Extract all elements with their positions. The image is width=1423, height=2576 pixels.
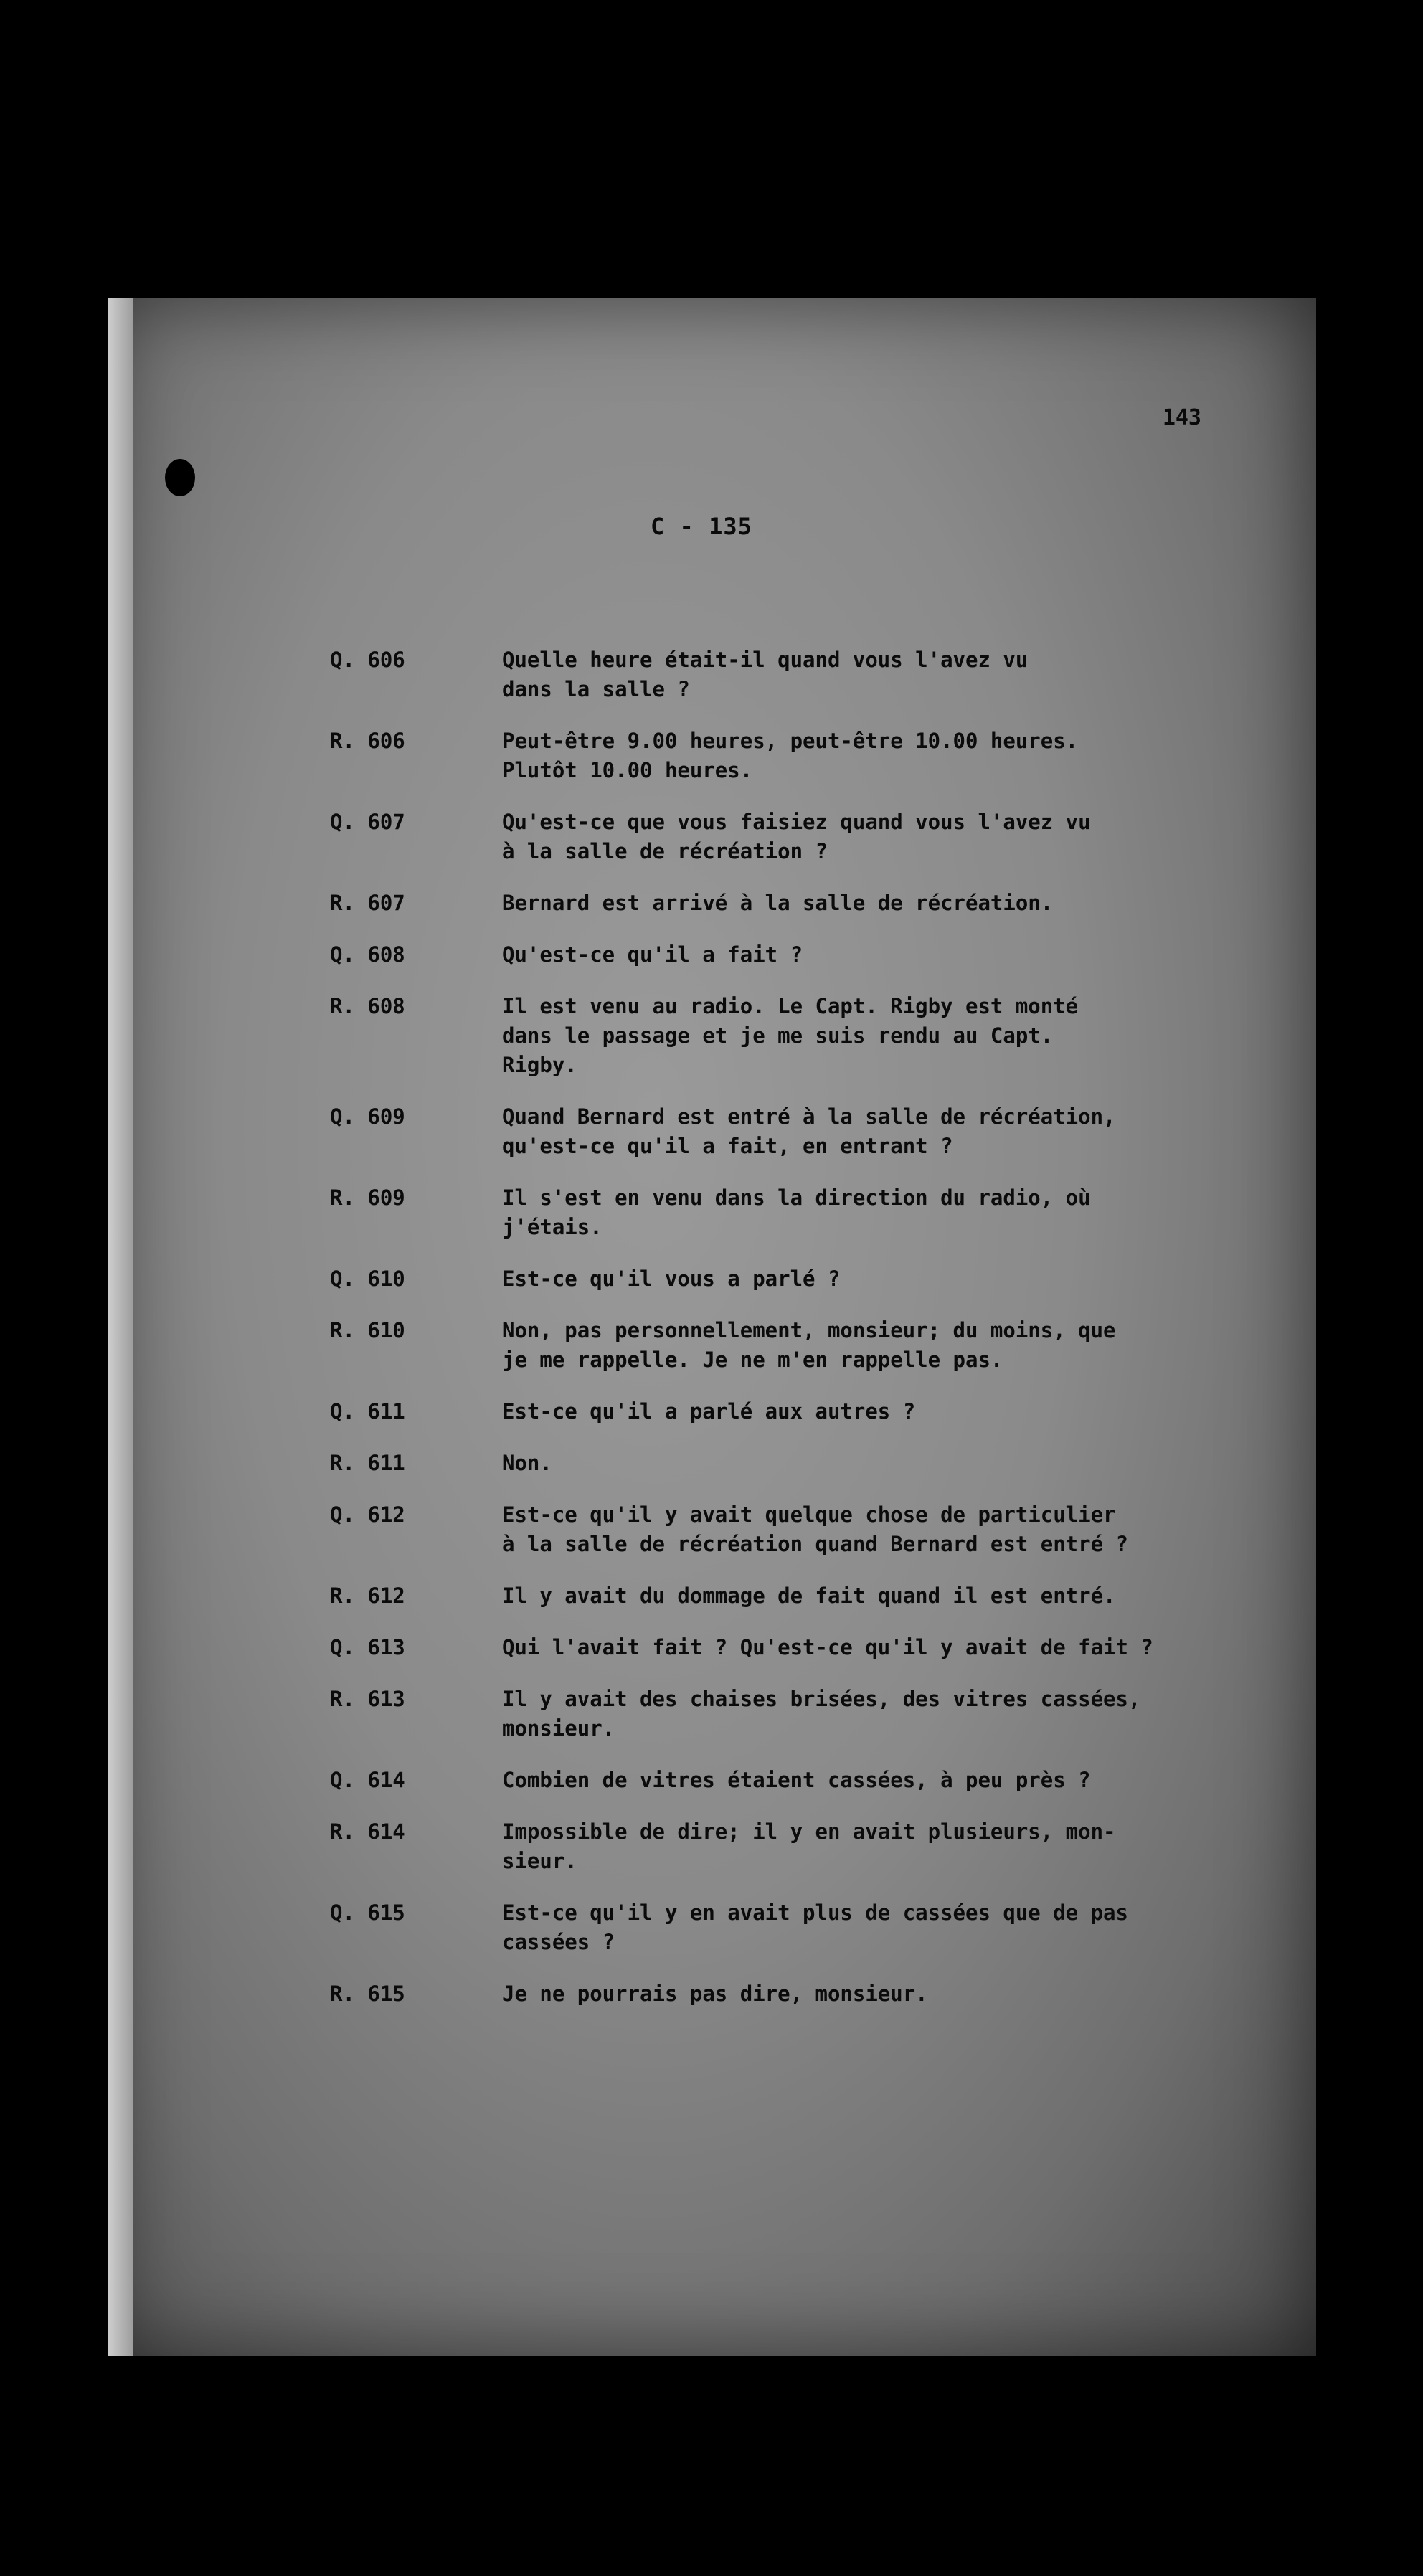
entry-label: Q. 610 <box>330 1266 405 1291</box>
transcript <box>330 645 1226 2031</box>
transcript-entry <box>330 645 1226 704</box>
entry-text: Quand Bernard est entré à la salle de récréation, qu'est-ce qu'il a fait, en entrant ? <box>502 1104 1116 1158</box>
entry-label: Q. 615 <box>330 1900 405 1925</box>
entry-text: Est-ce qu'il y en avait plus de cassées que de pas cassées ? <box>502 1900 1128 1954</box>
entry-text: Je ne pourrais pas dire, monsieur. <box>502 1981 928 2006</box>
transcript-entry <box>330 1397 1226 1426</box>
transcript-entry <box>330 808 1226 866</box>
entry-label: Q. 606 <box>330 648 405 672</box>
transcript-entry <box>330 1898 1226 1957</box>
entry-text: Non. <box>502 1451 552 1475</box>
entry-text: Est-ce qu'il y avait quelque chose de particulier à la salle de récréation quand Bernard est entré ? <box>502 1502 1128 1556</box>
transcript-entry <box>330 1817 1226 1876</box>
entry-text: Impossible de dire; il y en avait plusieurs, mon- sieur. <box>502 1819 1116 1873</box>
entry-label: R. 611 <box>330 1451 405 1475</box>
transcript-entry <box>330 1685 1226 1743</box>
transcript-entry <box>330 1500 1226 1559</box>
entry-text: Il y avait du dommage de fait quand il est entré. <box>502 1583 1116 1608</box>
document-page <box>108 298 1316 2356</box>
entry-label: R. 607 <box>330 891 405 915</box>
entry-label: Q. 613 <box>330 1635 405 1659</box>
transcript-entry <box>330 1102 1226 1161</box>
entry-text: Est-ce qu'il vous a parlé ? <box>502 1266 841 1291</box>
entry-label: R. 615 <box>330 1981 405 2006</box>
punch-hole <box>165 459 195 496</box>
entry-text: Non, pas personnellement, monsieur; du moins, que je me rappelle. Je ne m'en rappelle pas. <box>502 1318 1116 1372</box>
transcript-entry <box>330 889 1226 918</box>
entry-label: R. 608 <box>330 994 405 1018</box>
page-edge <box>108 298 133 2356</box>
transcript-entry <box>330 726 1226 785</box>
entry-text: Il s'est en venu dans la direction du radio, où j'étais. <box>502 1185 1091 1239</box>
entry-label: R. 609 <box>330 1185 405 1210</box>
entry-text: Quelle heure était-il quand vous l'avez vu dans la salle ? <box>502 648 1029 701</box>
transcript-entry <box>330 1766 1226 1795</box>
entry-label: Q. 608 <box>330 942 405 967</box>
entry-text: Qui l'avait fait ? Qu'est-ce qu'il y avait de fait ? <box>502 1635 1153 1659</box>
entry-text: Qu'est-ce qu'il a fait ? <box>502 942 803 967</box>
page-number: 143 <box>1162 405 1201 430</box>
entry-label: R. 613 <box>330 1687 405 1711</box>
transcript-entry <box>330 940 1226 970</box>
transcript-entry <box>330 1316 1226 1375</box>
document-reference: C - 135 <box>651 513 752 540</box>
entry-label: R. 610 <box>330 1318 405 1343</box>
entry-label: Q. 607 <box>330 810 405 834</box>
entry-text: Il y avait des chaises brisées, des vitres cassées, monsieur. <box>502 1687 1141 1741</box>
entry-text: Peut-être 9.00 heures, peut-être 10.00 heures. Plutôt 10.00 heures. <box>502 729 1079 782</box>
entry-label: Q. 612 <box>330 1502 405 1527</box>
entry-label: R. 614 <box>330 1819 405 1844</box>
transcript-entry <box>330 1449 1226 1478</box>
transcript-entry <box>330 1633 1226 1662</box>
entry-text: Il est venu au radio. Le Capt. Rigby est monté dans le passage et je me suis rendu au Capt. Rigby. <box>502 994 1079 1077</box>
entry-label: Q. 611 <box>330 1399 405 1424</box>
transcript-entry <box>330 1183 1226 1242</box>
entry-text: Combien de vitres étaient cassées, à peu près ? <box>502 1768 1091 1792</box>
entry-label: Q. 609 <box>330 1104 405 1129</box>
entry-text: Est-ce qu'il a parlé aux autres ? <box>502 1399 916 1424</box>
entry-text: Qu'est-ce que vous faisiez quand vous l'avez vu à la salle de récréation ? <box>502 810 1091 863</box>
entry-label: R. 612 <box>330 1583 405 1608</box>
entry-label: R. 606 <box>330 729 405 753</box>
entry-text: Bernard est arrivé à la salle de récréation. <box>502 891 1054 915</box>
transcript-entry <box>330 1979 1226 2009</box>
transcript-entry <box>330 992 1226 1080</box>
entry-label: Q. 614 <box>330 1768 405 1792</box>
transcript-entry <box>330 1264 1226 1294</box>
transcript-entry <box>330 1581 1226 1611</box>
